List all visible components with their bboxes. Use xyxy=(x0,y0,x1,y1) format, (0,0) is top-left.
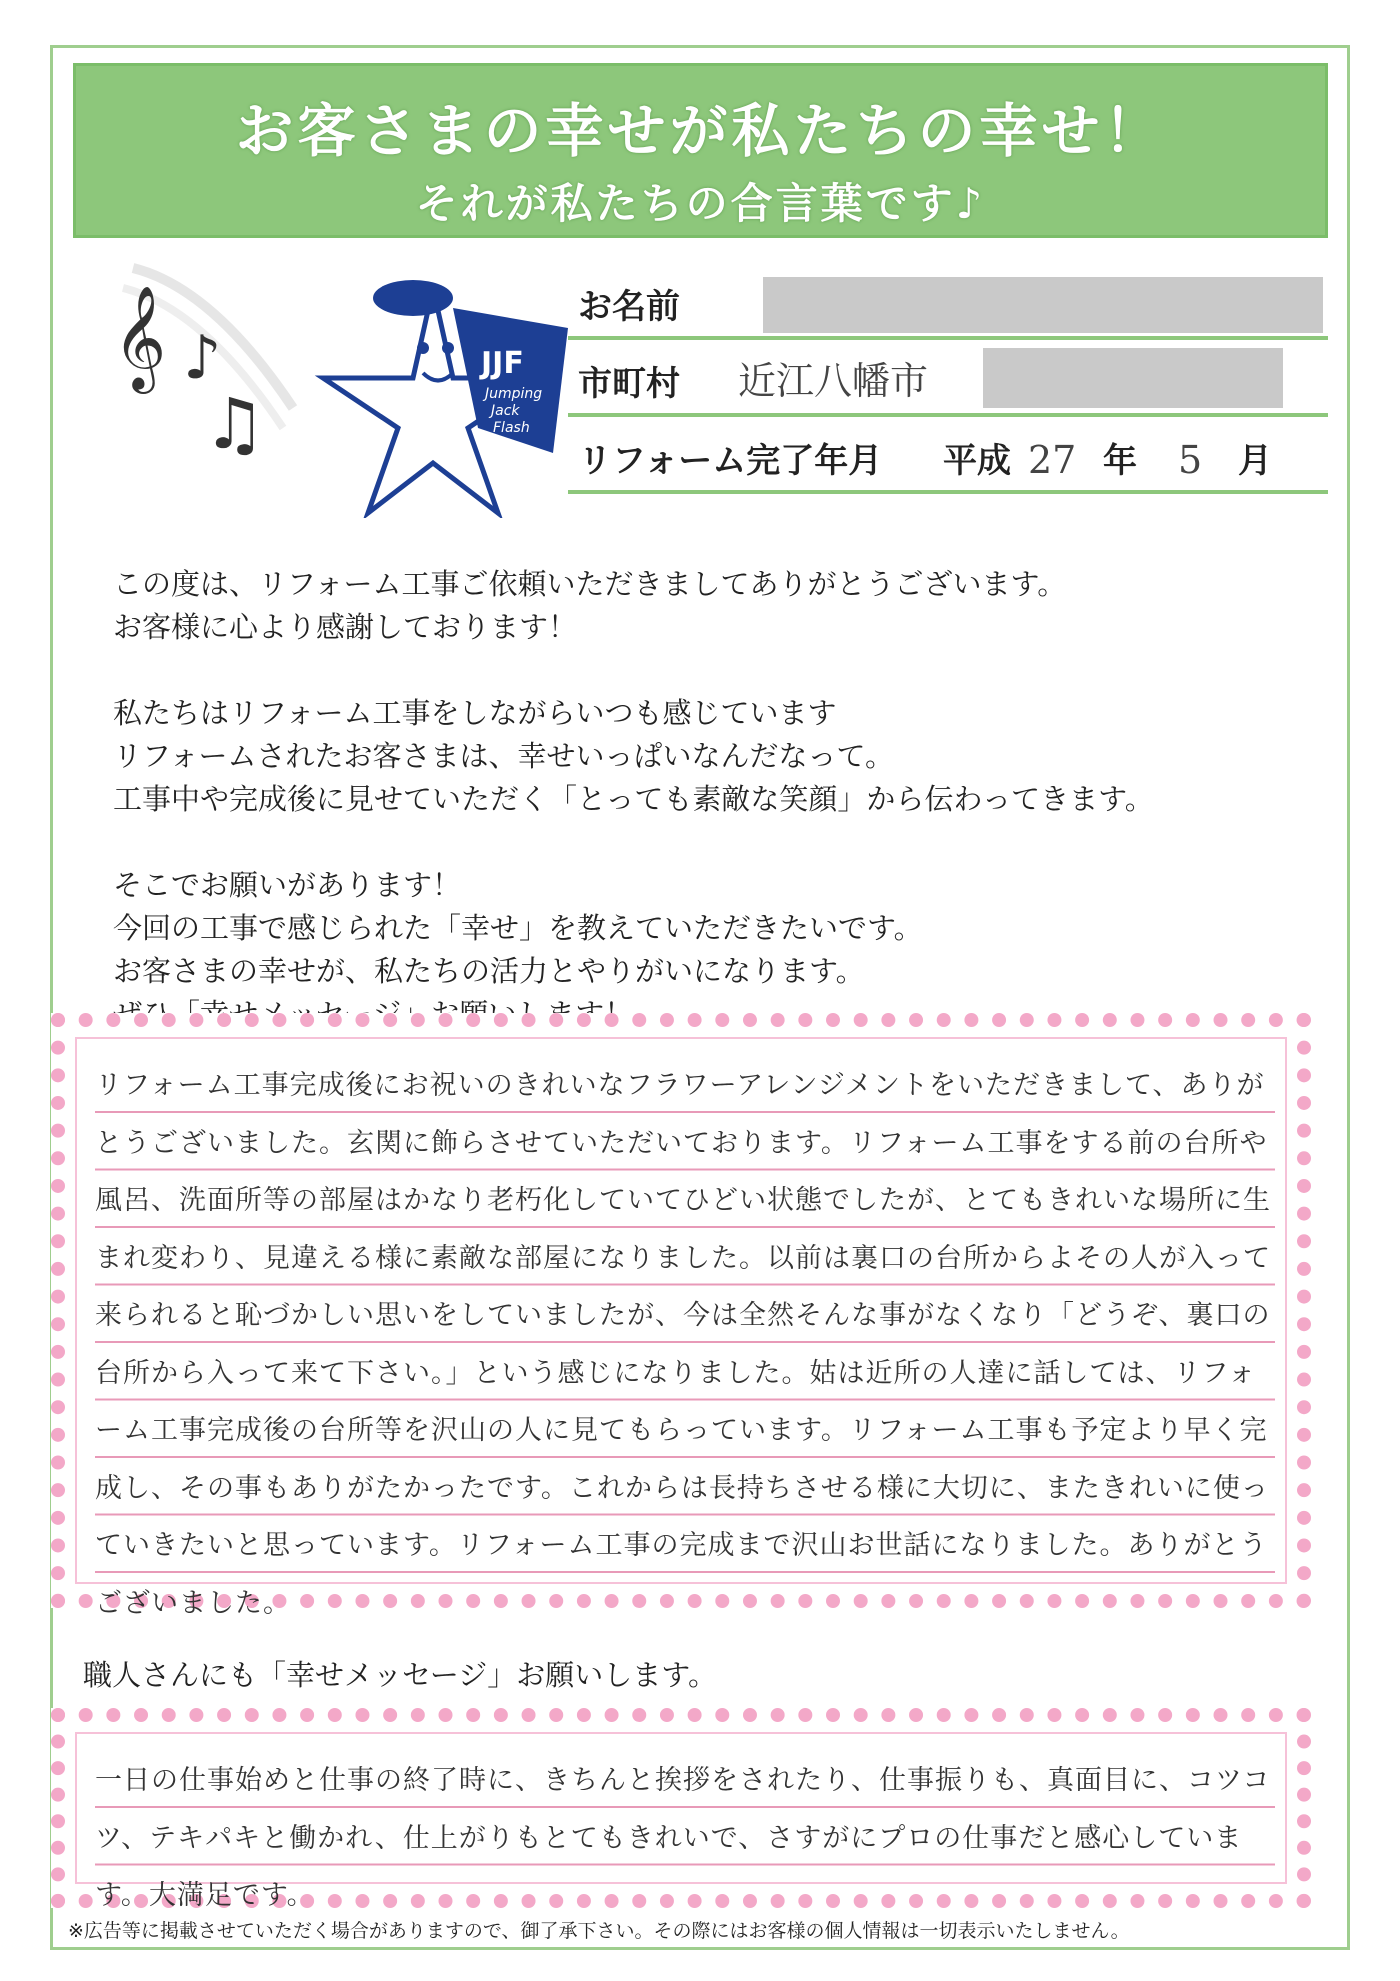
city-label: 市町村 xyxy=(578,364,680,404)
svg-text:JJF: JJF xyxy=(481,346,524,381)
era-label: 平成 xyxy=(943,441,1011,481)
customer-message-frame xyxy=(51,1013,1311,1619)
header-banner xyxy=(73,63,1328,238)
banner-title: お客さまの幸せが私たちの幸せ！ xyxy=(235,97,1166,165)
year-value: 27 xyxy=(1028,438,1077,482)
footnote: ※広告等に掲載させていただく場合がありますので、御了承下さい。その際にはお客様の個人情報は一切表示いたしません。 xyxy=(68,1920,1130,1942)
city-row xyxy=(568,340,1328,417)
svg-text:Jack: Jack xyxy=(491,403,520,419)
name-row xyxy=(568,263,1328,340)
city-redaction xyxy=(983,348,1283,408)
jjf-mascot-logo xyxy=(303,268,583,518)
message-sheet xyxy=(50,45,1350,1950)
customer-message: リフォーム工事完成後にお祝いのきれいなフラワーアレンジメントをいただきまして、ありがとうございました。玄関に飾らさせていただいております。リフォーム工事をする前の台所や風呂、洗面所等の部屋はかなり老朽化していてひどい状態でしたが、とてもきれいな場所に生まれ変わり、見違える様に素敵な部屋になりました。以前は裏口の台所からよその人が入って来られると恥づかしい思いをしていましたが、今は全然そんな事がなくなり「どうぞ、裏口の台所から入って来て下さい。」という感じになりました。姑は近所の人達に話しては、リフォーム工事完成後の台所等を沢山の人に見てもらっています。リフォーム工事も予定より早く完成し、その事もありがたかったです。これからは長持ちさせる様に大切に、またきれいに使っていきたいと思っています。リフォーム工事の完成まで沢山お世話になりました。ありがとうございました。 xyxy=(95,1057,1275,1577)
svg-text:𝄞: 𝄞 xyxy=(113,285,167,390)
craftsman-heading: 職人さんにも「幸せメッセージ」お願いします。 xyxy=(83,1658,717,1692)
year-unit: 年 xyxy=(1103,441,1137,481)
craftsman-message-frame xyxy=(51,1708,1311,1911)
name-redaction xyxy=(763,277,1323,333)
intro-paragraph-2: 私たちはリフォーム工事をしながらいつも感じています リフォームされたお客さまは、幸せいっぱいなんだなって。 工事中や完成後に見せていただく「とっても素敵な笑顔」から伝わってきます。 xyxy=(113,696,1154,816)
customer-info xyxy=(568,263,1328,494)
intro-paragraph-1: この度は、リフォーム工事ご依頼いただきましてありがとうございます。 お客様に心より感謝しております！ xyxy=(113,567,1067,644)
craftsman-message: 一日の仕事始めと仕事の終了時に、きちんと挨拶をされたり、仕事振りも、真面目に、コツコツ、テキパキと働かれ、仕上がりもとてもきれいで、さすがにプロの仕事だと感心しています。大満足です。 xyxy=(95,1752,1275,1882)
intro-paragraph-3: そこでお願いがあります！ 今回の工事で感じられた「幸せ」を教えていただきたいです。 お客さまの幸せが、私たちの活力とやりがいになります。 xyxy=(113,868,923,988)
music-notes-icon xyxy=(93,248,303,488)
intro-text xyxy=(113,563,1313,1079)
month-value: 5 xyxy=(1178,438,1203,482)
svg-text:Jumping: Jumping xyxy=(485,386,543,402)
svg-text:Flash: Flash xyxy=(493,420,530,436)
svg-text:♪: ♪ xyxy=(183,323,222,393)
city-value: 近江八幡市 xyxy=(738,359,929,403)
month-unit: 月 xyxy=(1238,441,1272,481)
name-label: お名前 xyxy=(578,287,680,327)
completion-date-row xyxy=(568,417,1328,494)
svg-text:♫: ♫ xyxy=(203,383,266,465)
completion-date-label: リフォーム完了年月 xyxy=(578,441,883,481)
banner-subtitle: それが私たちの合言葉です♪ xyxy=(415,179,986,228)
